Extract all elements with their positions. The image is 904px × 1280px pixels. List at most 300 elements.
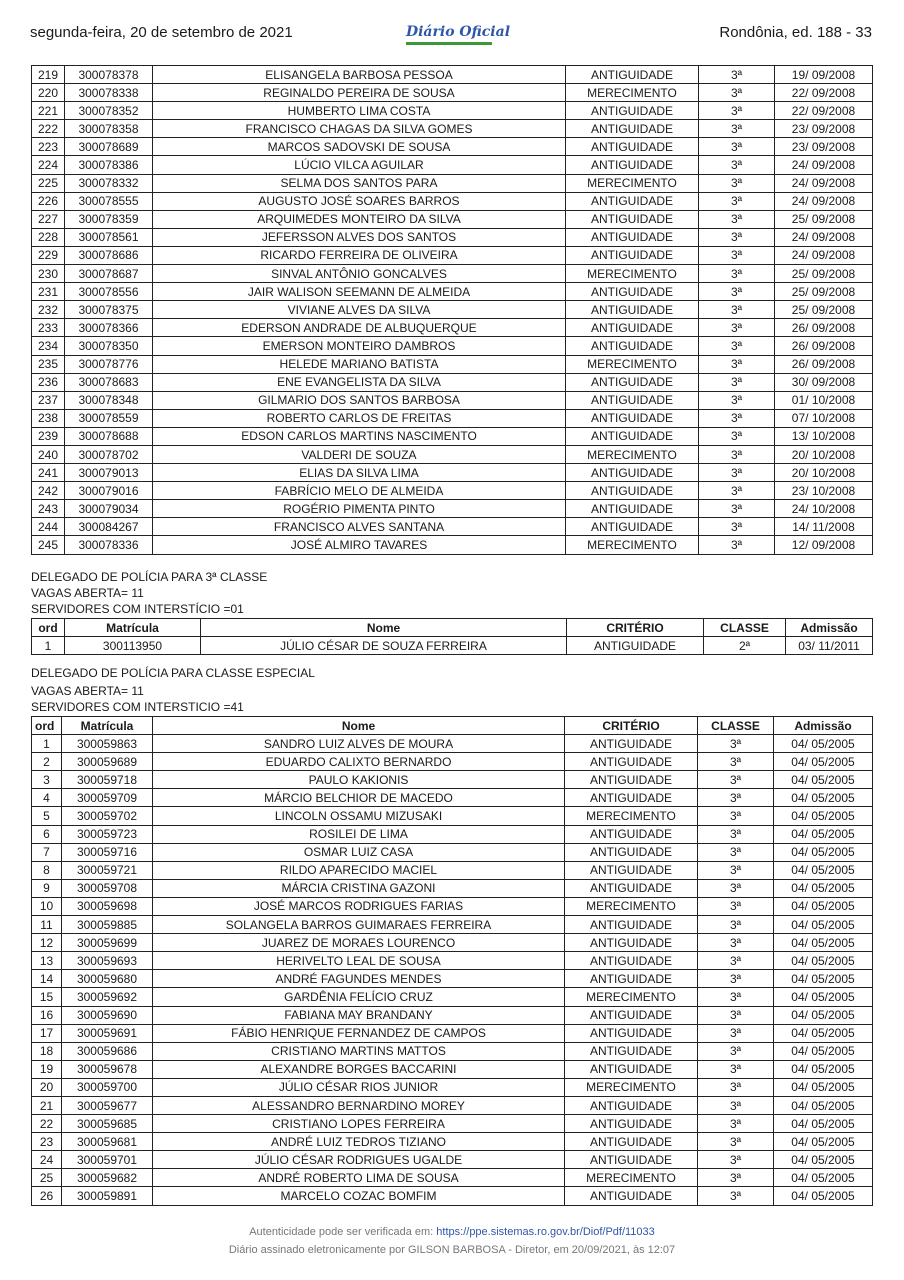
- classe-cell: 3ª: [698, 825, 774, 843]
- admissao-cell: 04/ 05/2005: [774, 1006, 873, 1024]
- admissao-cell: 04/ 05/2005: [774, 1024, 873, 1042]
- admissao-cell: 24/ 09/2008: [775, 228, 873, 246]
- matricula-cell: 300078386: [65, 156, 153, 174]
- nome-cell: FABRÍCIO MELO DE ALMEIDA: [153, 482, 566, 500]
- matricula-cell: 300059863: [62, 735, 153, 753]
- column-header: Matrícula: [62, 717, 153, 735]
- criterio-cell: ANTIGUIDADE: [566, 464, 699, 482]
- matricula-cell: 300059723: [62, 825, 153, 843]
- criterio-cell: ANTIGUIDADE: [566, 319, 699, 337]
- ord-cell: 3: [32, 771, 62, 789]
- nome-cell: MÁRCIO BELCHIOR DE MACEDO: [153, 789, 565, 807]
- nome-cell: CRISTIANO MARTINS MATTOS: [153, 1042, 565, 1060]
- table-row: [32, 102, 873, 120]
- ord-cell: 18: [32, 1042, 62, 1060]
- table-row: [32, 246, 873, 264]
- classe-cell: 3ª: [699, 373, 775, 391]
- table-row: [32, 1078, 873, 1096]
- admissao-cell: 24/ 09/2008: [775, 192, 873, 210]
- vagas-abertas: VAGAS ABERTA= 11: [31, 586, 144, 600]
- ord-cell: 15: [32, 988, 62, 1006]
- admissao-cell: 26/ 09/2008: [775, 355, 873, 373]
- table-row: [32, 1115, 873, 1133]
- admissao-cell: 25/ 09/2008: [775, 301, 873, 319]
- table-row: [32, 265, 873, 283]
- matricula-cell: 300059709: [62, 789, 153, 807]
- classe-cell: 3ª: [698, 1024, 774, 1042]
- admissao-cell: 23/ 09/2008: [775, 120, 873, 138]
- classe-cell: 3ª: [698, 1042, 774, 1060]
- matricula-cell: 300078683: [65, 373, 153, 391]
- matricula-cell: 300078686: [65, 246, 153, 264]
- nome-cell: SOLANGELA BARROS GUIMARAES FERREIRA: [153, 916, 565, 934]
- admissao-cell: 04/ 05/2005: [774, 771, 873, 789]
- ord-cell: 14: [32, 970, 62, 988]
- ord-cell: 1: [32, 637, 65, 655]
- ord-cell: 2: [32, 753, 62, 771]
- ord-cell: 22: [32, 1115, 62, 1133]
- matricula-cell: 300078338: [65, 84, 153, 102]
- admissao-cell: 12/ 09/2008: [775, 536, 873, 554]
- criterio-cell: MERECIMENTO: [565, 1169, 698, 1187]
- criterio-cell: ANTIGUIDADE: [566, 301, 699, 319]
- nome-cell: EDERSON ANDRADE DE ALBUQUERQUE: [153, 319, 566, 337]
- table-body: [32, 735, 873, 1205]
- ord-cell: 238: [32, 409, 65, 427]
- criterio-cell: ANTIGUIDADE: [566, 482, 699, 500]
- nome-cell: ENE EVANGELISTA DA SILVA: [153, 373, 566, 391]
- admissao-cell: 23/ 10/2008: [775, 482, 873, 500]
- criterio-cell: ANTIGUIDADE: [566, 66, 699, 84]
- classe-cell: 3ª: [698, 952, 774, 970]
- ord-cell: 19: [32, 1060, 62, 1078]
- ord-cell: 233: [32, 319, 65, 337]
- nome-cell: ROGÉRIO PIMENTA PINTO: [153, 500, 566, 518]
- criterio-cell: ANTIGUIDADE: [566, 518, 699, 536]
- classe-cell: 3ª: [699, 228, 775, 246]
- table-header: [32, 619, 873, 637]
- criterio-cell: ANTIGUIDADE: [565, 1115, 698, 1133]
- classe-cell: 3ª: [699, 265, 775, 283]
- vagas-abertas: VAGAS ABERTA= 11: [31, 684, 144, 698]
- nome-cell: HELEDE MARIANO BATISTA: [153, 355, 566, 373]
- column-header: CLASSE: [698, 717, 774, 735]
- table-header: [32, 717, 873, 735]
- table-row: [32, 373, 873, 391]
- edition-info: Rondônia, ed. 188 - 33: [719, 24, 872, 41]
- matricula-cell: 300078352: [65, 102, 153, 120]
- section-title-classe-especial: DELEGADO DE POLÍCIA PARA CLASSE ESPECIAL: [31, 666, 315, 680]
- matricula-cell: 300078687: [65, 265, 153, 283]
- ord-cell: 17: [32, 1024, 62, 1042]
- classe-cell: 3ª: [699, 283, 775, 301]
- ord-cell: 241: [32, 464, 65, 482]
- admissao-cell: 07/ 10/2008: [775, 409, 873, 427]
- nome-cell: JOSÉ ALMIRO TAVARES: [153, 536, 566, 554]
- ord-cell: 5: [32, 807, 62, 825]
- nome-cell: AUGUSTO JOSÉ SOARES BARROS: [153, 192, 566, 210]
- matricula-cell: 300059690: [62, 1006, 153, 1024]
- admissao-cell: 04/ 05/2005: [774, 1078, 873, 1096]
- criterio-cell: ANTIGUIDADE: [565, 1024, 698, 1042]
- criterio-cell: ANTIGUIDADE: [566, 373, 699, 391]
- nome-cell: EMERSON MONTEIRO DAMBROS: [153, 337, 566, 355]
- matricula-cell: 300078688: [65, 427, 153, 445]
- nome-cell: ELISANGELA BARBOSA PESSOA: [153, 66, 566, 84]
- criterio-cell: ANTIGUIDADE: [566, 138, 699, 156]
- matricula-cell: 300059721: [62, 861, 153, 879]
- nome-cell: SINVAL ANTÔNIO GONCALVES: [153, 265, 566, 283]
- matricula-cell: 300059677: [62, 1096, 153, 1114]
- classe-cell: 3ª: [699, 518, 775, 536]
- criterio-cell: ANTIGUIDADE: [565, 1133, 698, 1151]
- table-row: [32, 228, 873, 246]
- classe-cell: 3ª: [699, 192, 775, 210]
- nome-cell: MÁRCIA CRISTINA GAZONI: [153, 879, 565, 897]
- nome-cell: FRANCISCO CHAGAS DA SILVA GOMES: [153, 120, 566, 138]
- nome-cell: JAIR WALISON SEEMANN DE ALMEIDA: [153, 283, 566, 301]
- classe-cell: 3ª: [698, 1133, 774, 1151]
- matricula-cell: 300078359: [65, 210, 153, 228]
- admissao-cell: 04/ 05/2005: [774, 1096, 873, 1114]
- table-row: [32, 482, 873, 500]
- table-row: [32, 138, 873, 156]
- matricula-cell: 300079013: [65, 464, 153, 482]
- criterio-cell: MERECIMENTO: [565, 897, 698, 915]
- criterio-cell: ANTIGUIDADE: [565, 934, 698, 952]
- matricula-cell: 300078358: [65, 120, 153, 138]
- table-row: [32, 84, 873, 102]
- admissao-cell: 04/ 05/2005: [774, 1042, 873, 1060]
- table-row: [32, 427, 873, 445]
- column-header: CRITÉRIO: [567, 619, 704, 637]
- criterio-cell: MERECIMENTO: [565, 807, 698, 825]
- criterio-cell: ANTIGUIDADE: [565, 1060, 698, 1078]
- matricula-cell: 300078559: [65, 409, 153, 427]
- matricula-cell: 300079034: [65, 500, 153, 518]
- table-row: [32, 337, 873, 355]
- admissao-cell: 30/ 09/2008: [775, 373, 873, 391]
- admissao-cell: 04/ 05/2005: [774, 1133, 873, 1151]
- authenticity-note: [0, 1226, 904, 1238]
- table-body: [32, 66, 873, 555]
- nome-cell: JÚLIO CÉSAR RIOS JUNIOR: [153, 1078, 565, 1096]
- matricula-cell: 300078561: [65, 228, 153, 246]
- nome-cell: JUAREZ DE MORAES LOURENCO: [153, 934, 565, 952]
- criterio-cell: ANTIGUIDADE: [566, 427, 699, 445]
- classe-cell: 3ª: [698, 771, 774, 789]
- table-row: [32, 789, 873, 807]
- table-body: [32, 637, 873, 655]
- nome-cell: SANDRO LUIZ ALVES DE MOURA: [153, 735, 565, 753]
- criterio-cell: MERECIMENTO: [565, 1078, 698, 1096]
- ord-cell: 8: [32, 861, 62, 879]
- table-row: [32, 319, 873, 337]
- nome-cell: ALESSANDRO BERNARDINO MOREY: [153, 1096, 565, 1114]
- matricula-cell: 300078776: [65, 355, 153, 373]
- criterio-cell: ANTIGUIDADE: [566, 337, 699, 355]
- admissao-cell: 04/ 05/2005: [774, 1151, 873, 1169]
- table-row: [32, 536, 873, 554]
- admissao-cell: 01/ 10/2008: [775, 391, 873, 409]
- ord-cell: 223: [32, 138, 65, 156]
- criterio-cell: ANTIGUIDADE: [565, 789, 698, 807]
- table-row: [32, 355, 873, 373]
- ord-cell: 231: [32, 283, 65, 301]
- criterio-cell: ANTIGUIDADE: [565, 879, 698, 897]
- ord-cell: 1: [32, 735, 62, 753]
- table-row: [32, 391, 873, 409]
- nome-cell: ARQUIMEDES MONTEIRO DA SILVA: [153, 210, 566, 228]
- admissao-cell: 26/ 09/2008: [775, 337, 873, 355]
- classe-cell: 3ª: [698, 807, 774, 825]
- table-row: [32, 934, 873, 952]
- table-row: [32, 879, 873, 897]
- nome-cell: SELMA DOS SANTOS PARA: [153, 174, 566, 192]
- nome-cell: ANDRÉ ROBERTO LIMA DE SOUSA: [153, 1169, 565, 1187]
- criterio-cell: ANTIGUIDADE: [565, 1006, 698, 1024]
- nome-cell: CRISTIANO LOPES FERREIRA: [153, 1115, 565, 1133]
- ord-cell: 226: [32, 192, 65, 210]
- matricula-cell: 300059701: [62, 1151, 153, 1169]
- table-row: [32, 174, 873, 192]
- ord-cell: 219: [32, 66, 65, 84]
- matricula-cell: 300078556: [65, 283, 153, 301]
- table-row: [32, 735, 873, 753]
- ord-cell: 21: [32, 1096, 62, 1114]
- admissao-cell: 20/ 10/2008: [775, 464, 873, 482]
- promotion-table-3a-classe: [31, 618, 873, 655]
- table-row: [32, 156, 873, 174]
- nome-cell: EDSON CARLOS MARTINS NASCIMENTO: [153, 427, 566, 445]
- table-row: [32, 1024, 873, 1042]
- ord-cell: 234: [32, 337, 65, 355]
- classe-cell: 3ª: [698, 916, 774, 934]
- nome-cell: REGINALDO PEREIRA DE SOUSA: [153, 84, 566, 102]
- classe-cell: 3ª: [699, 445, 775, 463]
- matricula-cell: 300059699: [62, 934, 153, 952]
- classe-cell: 3ª: [699, 319, 775, 337]
- criterio-cell: ANTIGUIDADE: [565, 843, 698, 861]
- matricula-cell: 300078555: [65, 192, 153, 210]
- table-row: [32, 825, 873, 843]
- ord-cell: 230: [32, 265, 65, 283]
- column-header: CLASSE: [704, 619, 786, 637]
- admissao-cell: 26/ 09/2008: [775, 319, 873, 337]
- criterio-cell: MERECIMENTO: [566, 355, 699, 373]
- nome-cell: OSMAR LUIZ CASA: [153, 843, 565, 861]
- matricula-cell: 300078375: [65, 301, 153, 319]
- table-row: [32, 952, 873, 970]
- admissao-cell: 22/ 09/2008: [775, 102, 873, 120]
- nome-cell: MARCOS SADOVSKI DE SOUSA: [153, 138, 566, 156]
- table-row: [32, 916, 873, 934]
- classe-cell: 3ª: [699, 409, 775, 427]
- classe-cell: 3ª: [698, 735, 774, 753]
- admissao-cell: 25/ 09/2008: [775, 265, 873, 283]
- column-header: Nome: [201, 619, 567, 637]
- nome-cell: EDUARDO CALIXTO BERNARDO: [153, 753, 565, 771]
- table-row: [32, 445, 873, 463]
- ord-cell: 229: [32, 246, 65, 264]
- ord-cell: 225: [32, 174, 65, 192]
- ord-cell: 24: [32, 1151, 62, 1169]
- ord-cell: 244: [32, 518, 65, 536]
- criterio-cell: ANTIGUIDADE: [566, 192, 699, 210]
- ord-cell: 243: [32, 500, 65, 518]
- nome-cell: HUMBERTO LIMA COSTA: [153, 102, 566, 120]
- ord-cell: 7: [32, 843, 62, 861]
- table-row: [32, 807, 873, 825]
- nome-cell: LINCOLN OSSAMU MIZUSAKI: [153, 807, 565, 825]
- criterio-cell: ANTIGUIDADE: [565, 735, 698, 753]
- admissao-cell: 04/ 05/2005: [774, 861, 873, 879]
- nome-cell: ROSILEI DE LIMA: [153, 825, 565, 843]
- admissao-cell: 04/ 05/2005: [774, 916, 873, 934]
- admissao-cell: 04/ 05/2005: [774, 970, 873, 988]
- matricula-cell: 300059700: [62, 1078, 153, 1096]
- table-row: [32, 120, 873, 138]
- nome-cell: PAULO KAKIONIS: [153, 771, 565, 789]
- table-row: [32, 66, 873, 84]
- nome-cell: JOSÉ MARCOS RODRIGUES FARIAS: [153, 897, 565, 915]
- header-row: [32, 717, 873, 735]
- classe-cell: 3ª: [699, 120, 775, 138]
- ord-cell: 242: [32, 482, 65, 500]
- admissao-cell: 24/ 09/2008: [775, 246, 873, 264]
- criterio-cell: ANTIGUIDADE: [566, 120, 699, 138]
- nome-cell: ANDRÉ FAGUNDES MENDES: [153, 970, 565, 988]
- matricula-cell: 300059693: [62, 952, 153, 970]
- matricula-cell: 300059692: [62, 988, 153, 1006]
- admissao-cell: 23/ 09/2008: [775, 138, 873, 156]
- table-row: [32, 843, 873, 861]
- ord-cell: 221: [32, 102, 65, 120]
- ord-cell: 236: [32, 373, 65, 391]
- ord-cell: 239: [32, 427, 65, 445]
- matricula-cell: 300059681: [62, 1133, 153, 1151]
- nome-cell: GILMARIO DOS SANTOS BARBOSA: [153, 391, 566, 409]
- diario-oficial-logo: Diário Oficial: [405, 24, 511, 40]
- classe-cell: 2ª: [704, 637, 786, 655]
- classe-cell: 3ª: [699, 210, 775, 228]
- classe-cell: 3ª: [698, 1096, 774, 1114]
- matricula-cell: 300059686: [62, 1042, 153, 1060]
- section-title-3a-classe: DELEGADO DE POLÍCIA PARA 3ª CLASSE: [31, 570, 268, 584]
- admissao-cell: 04/ 05/2005: [774, 1060, 873, 1078]
- admissao-cell: 24/ 09/2008: [775, 174, 873, 192]
- criterio-cell: ANTIGUIDADE: [566, 409, 699, 427]
- criterio-cell: ANTIGUIDADE: [565, 1151, 698, 1169]
- classe-cell: 3ª: [699, 246, 775, 264]
- table-row: [32, 1006, 873, 1024]
- classe-cell: 3ª: [698, 1169, 774, 1187]
- criterio-cell: MERECIMENTO: [566, 265, 699, 283]
- ord-cell: 10: [32, 897, 62, 915]
- nome-cell: VIVIANE ALVES DA SILVA: [153, 301, 566, 319]
- criterio-cell: ANTIGUIDADE: [565, 952, 698, 970]
- admissao-cell: 04/ 05/2005: [774, 789, 873, 807]
- ord-cell: 6: [32, 825, 62, 843]
- admissao-cell: 04/ 05/2005: [774, 1169, 873, 1187]
- logo-underline: [406, 42, 492, 45]
- ord-cell: 13: [32, 952, 62, 970]
- ord-cell: 224: [32, 156, 65, 174]
- classe-cell: 3ª: [698, 789, 774, 807]
- table-row: [32, 500, 873, 518]
- ord-cell: 237: [32, 391, 65, 409]
- matricula-cell: 300079016: [65, 482, 153, 500]
- table-row: [32, 988, 873, 1006]
- nome-cell: ELIAS DA SILVA LIMA: [153, 464, 566, 482]
- admissao-cell: 04/ 05/2005: [774, 952, 873, 970]
- column-header: Matrícula: [65, 619, 201, 637]
- ord-cell: 20: [32, 1078, 62, 1096]
- table-row: [32, 464, 873, 482]
- servidores-intersticio: SERVIDORES COM INTERSTICIO =41: [31, 700, 244, 714]
- nome-cell: RICARDO FERREIRA DE OLIVEIRA: [153, 246, 566, 264]
- criterio-cell: ANTIGUIDADE: [566, 102, 699, 120]
- ord-cell: 12: [32, 934, 62, 952]
- column-header: Nome: [153, 717, 565, 735]
- admissao-cell: 19/ 09/2008: [775, 66, 873, 84]
- criterio-cell: ANTIGUIDADE: [566, 500, 699, 518]
- classe-cell: 3ª: [698, 1006, 774, 1024]
- servidores-intersticio: SERVIDORES COM INTERSTÍCIO =01: [31, 602, 244, 616]
- classe-cell: 3ª: [698, 988, 774, 1006]
- admissao-cell: 04/ 05/2005: [774, 735, 873, 753]
- admissao-cell: 22/ 09/2008: [775, 84, 873, 102]
- nome-cell: JÚLIO CÉSAR RODRIGUES UGALDE: [153, 1151, 565, 1169]
- table-row: [32, 1042, 873, 1060]
- signature-note: Diário assinado eletronicamente por GILSON BARBOSA - Diretor, em 20/09/2021, às 12:07: [228, 1244, 676, 1256]
- criterio-cell: ANTIGUIDADE: [566, 228, 699, 246]
- admissao-cell: 04/ 05/2005: [774, 1115, 873, 1133]
- nome-cell: ALEXANDRE BORGES BACCARINI: [153, 1060, 565, 1078]
- ord-cell: 245: [32, 536, 65, 554]
- matricula-cell: 300078350: [65, 337, 153, 355]
- ord-cell: 240: [32, 445, 65, 463]
- page-header: [30, 20, 874, 48]
- table-row: [32, 1187, 873, 1205]
- admissao-cell: 04/ 05/2005: [774, 843, 873, 861]
- classe-cell: 3ª: [699, 355, 775, 373]
- nome-cell: FABIANA MAY BRANDANY: [153, 1006, 565, 1024]
- matricula-cell: 300078332: [65, 174, 153, 192]
- table-row: [32, 210, 873, 228]
- table-row: [32, 283, 873, 301]
- admissao-cell: 04/ 05/2005: [774, 934, 873, 952]
- classe-cell: 3ª: [698, 843, 774, 861]
- matricula-cell: 300078348: [65, 391, 153, 409]
- table-row: [32, 1151, 873, 1169]
- matricula-cell: 300084267: [65, 518, 153, 536]
- matricula-cell: 300059680: [62, 970, 153, 988]
- criterio-cell: MERECIMENTO: [565, 988, 698, 1006]
- classe-cell: 3ª: [699, 156, 775, 174]
- classe-cell: 3ª: [699, 138, 775, 156]
- ord-cell: 232: [32, 301, 65, 319]
- classe-cell: 3ª: [698, 753, 774, 771]
- admissao-cell: 04/ 05/2005: [774, 753, 873, 771]
- classe-cell: 3ª: [698, 970, 774, 988]
- authenticity-link[interactable]: https://ppe.sistemas.ro.gov.br/Diof/Pdf/11033: [436, 1226, 655, 1238]
- criterio-cell: MERECIMENTO: [566, 174, 699, 192]
- criterio-cell: MERECIMENTO: [566, 536, 699, 554]
- admissao-cell: 13/ 10/2008: [775, 427, 873, 445]
- matricula-cell: 300059708: [62, 879, 153, 897]
- admissao-cell: 14/ 11/2008: [775, 518, 873, 536]
